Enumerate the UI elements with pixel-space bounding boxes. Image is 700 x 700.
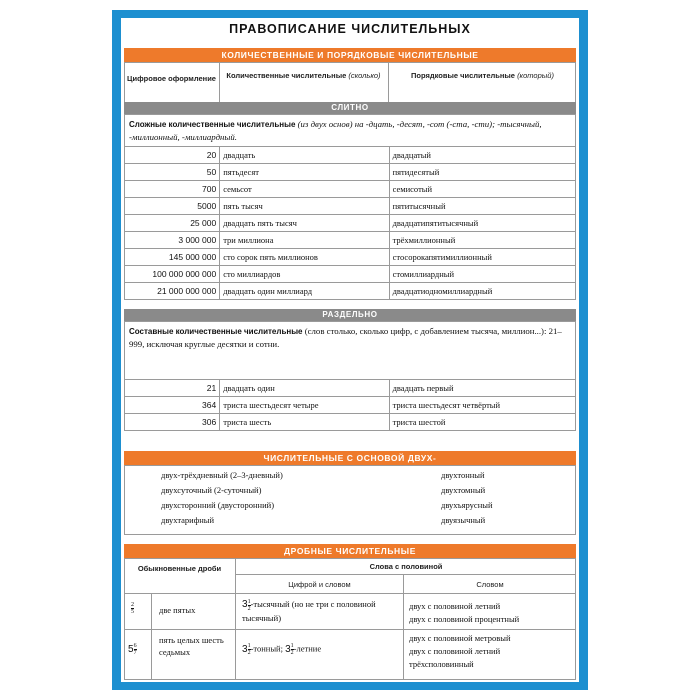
quantitative-cell: сто сорок пять миллионов — [220, 249, 389, 266]
num-cell: 50 — [125, 164, 220, 181]
num-cell: 21 000 000 000 — [125, 283, 220, 300]
header-quantitative-question: (сколько) — [348, 71, 381, 80]
dvuh-right-list — [441, 468, 493, 528]
ordinal-cell: стомиллиардный — [389, 266, 575, 283]
mixed-den: 2 — [247, 605, 251, 612]
table-row — [125, 414, 576, 431]
divider — [236, 574, 576, 575]
quantitative-cell: двадцать один миллиард — [220, 283, 389, 300]
quantitative-cell: триста шесть — [220, 414, 389, 431]
quantitative-cell: двадцать один — [220, 380, 389, 397]
joined-table — [124, 146, 576, 300]
quantitative-cell: семьсот — [220, 181, 389, 198]
mixed-num: 1 — [247, 598, 251, 605]
separate-table — [124, 379, 576, 431]
header-ordinal-label: Порядковые числительные — [411, 71, 515, 80]
ordinal-cell: двадцать первый — [389, 380, 575, 397]
ordinal-cell: двадцатый — [389, 147, 575, 164]
table-row — [125, 181, 576, 198]
frac-num: 2 — [131, 602, 134, 608]
table-row — [125, 397, 576, 414]
ordinal-cell: двадцатиодномиллиардный — [389, 283, 575, 300]
list-item: двух-трёхдневный (2–3-дневный) — [161, 470, 283, 480]
num-cell: 21 — [125, 380, 220, 397]
list-item: двуязычный — [441, 515, 486, 525]
num-cell: 20 — [125, 147, 220, 164]
num-cell: 145 000 000 — [125, 249, 220, 266]
ordinal-cell: семисотый — [389, 181, 575, 198]
half-word: двух с половиной летний — [409, 646, 501, 656]
table-row — [125, 266, 576, 283]
list-item: двухтомный — [441, 485, 486, 495]
half-word: двух с половиной процентный — [409, 614, 520, 624]
divider — [124, 593, 576, 594]
mixed-num: 1 — [290, 643, 294, 649]
header-digit: Цифровое оформление — [127, 74, 216, 83]
label-joined: СЛИТНО — [124, 102, 576, 114]
poster-sheet — [121, 18, 579, 682]
num-cell: 100 000 000 000 — [125, 266, 220, 283]
fraction-words-row2: пять целых шесть седьмых — [159, 635, 224, 657]
rule-joined-bold: Сложные количественные числительные — [129, 120, 296, 129]
list-item: двухтарифный — [161, 515, 215, 525]
half-word: двух с половиной метровый — [409, 633, 511, 643]
quantitative-cell: двадцать — [220, 147, 389, 164]
divider — [151, 593, 152, 679]
mixed-text: -тысячный (но не три с половиной тысячный) — [242, 599, 376, 623]
divider — [235, 558, 236, 679]
half-digits-row1 — [242, 598, 400, 624]
ordinal-cell: пятидесятый — [389, 164, 575, 181]
mixed-den: 2 — [290, 650, 294, 656]
mixed-num: 1 — [247, 643, 251, 649]
ordinal-cell: триста шестьдесят четвёртый — [389, 397, 575, 414]
rule-separate-text: (слов столько, сколько цифр, с добавлением тысяча, миллион...): 21–999, исключая круглые десятки и сотни. — [129, 326, 562, 349]
list-item: двухтонный — [441, 470, 485, 480]
divider — [124, 629, 576, 630]
table-row — [125, 215, 576, 232]
fraction-5-6-7 — [128, 643, 137, 656]
mixed-whole: 3 — [242, 599, 248, 611]
num-cell: 5000 — [125, 198, 220, 215]
fraction-2-5 — [131, 602, 134, 615]
frac-den: 5 — [131, 609, 134, 615]
rule-separate — [129, 325, 569, 350]
header-ordinal-question: (который) — [517, 71, 554, 80]
dvuh-left-list — [161, 468, 283, 528]
num-cell: 306 — [125, 414, 220, 431]
section-band-quantitative-ordinal: КОЛИЧЕСТВЕННЫЕ И ПОРЯДКОВЫЕ ЧИСЛИТЕЛЬНЫЕ — [124, 48, 576, 62]
divider — [219, 62, 220, 102]
mixed-whole: 3 — [242, 644, 248, 655]
mixed-whole: 5 — [128, 644, 134, 655]
rule-separate-bold: Составные количественные числительные — [129, 327, 303, 336]
header-quantitative-label: Количественные числительные — [226, 71, 347, 80]
ordinal-cell: двадцатипятитысячный — [389, 215, 575, 232]
frac-den: 7 — [133, 650, 137, 656]
mixed-den: 2 — [247, 650, 251, 656]
num-cell: 364 — [125, 397, 220, 414]
quantitative-cell: сто миллиардов — [220, 266, 389, 283]
quantitative-cell: пятьдесят — [220, 164, 389, 181]
list-item: двухъярусный — [441, 500, 493, 510]
quantitative-cell: двадцать пять тысяч — [220, 215, 389, 232]
frac-num: 6 — [133, 643, 137, 649]
header-quantitative — [221, 71, 386, 81]
table-row — [125, 249, 576, 266]
mixed-text: -летние — [293, 643, 322, 654]
ordinal-cell: пятитысячный — [389, 198, 575, 215]
header-half-words: Слова с половиной — [369, 562, 443, 571]
ordinal-cell: стосорокапятимиллионный — [389, 249, 575, 266]
mixed-whole: 3 — [285, 644, 291, 655]
half-words-row2 — [409, 632, 511, 671]
quantitative-cell: пять тысяч — [220, 198, 389, 215]
num-cell: 3 000 000 — [125, 232, 220, 249]
header-words: Словом — [476, 580, 504, 589]
divider — [388, 62, 389, 102]
mixed-text: -тонный; — [250, 643, 283, 654]
half-words-row1 — [409, 600, 519, 626]
rule-joined-text: (из двух основ) на -дцать, -десят, -сот (-ста, -сти); -тысячный, -миллионный, -миллиардный. — [129, 119, 542, 142]
label-separate: РАЗДЕЛЬНО — [124, 309, 576, 321]
section-band-dvuh: ЧИСЛИТЕЛЬНЫЕ С ОСНОВОЙ ДВУХ- — [124, 451, 576, 465]
list-item: двухсуточный (2-суточный) — [161, 485, 262, 495]
half-word: двух с половиной летний — [409, 601, 501, 611]
fraction-words-row1: две пятых — [159, 605, 196, 615]
header-digits-words: Цифрой и словом — [288, 580, 351, 589]
quantitative-cell: триста шестьдесят четыре — [220, 397, 389, 414]
table-row — [125, 164, 576, 181]
half-digits-row2 — [242, 643, 321, 656]
table-row — [125, 380, 576, 397]
rule-joined — [129, 118, 569, 143]
poster-frame — [112, 10, 588, 690]
table-row — [125, 232, 576, 249]
half-word: трёхсполовинный — [409, 659, 474, 669]
table-row — [125, 198, 576, 215]
num-cell: 25 000 — [125, 215, 220, 232]
section-band-fractions: ДРОБНЫЕ ЧИСЛИТЕЛЬНЫЕ — [124, 544, 576, 558]
table-row — [125, 283, 576, 300]
ordinal-cell: триста шестой — [389, 414, 575, 431]
num-cell: 700 — [125, 181, 220, 198]
quantitative-cell: три миллиона — [220, 232, 389, 249]
list-item: двухсторонний (двусторонний) — [161, 500, 275, 510]
ordinal-cell: трёхмиллионный — [389, 232, 575, 249]
table-row — [125, 147, 576, 164]
header-ordinal — [391, 71, 574, 81]
header-common-fractions: Обыкновенные дроби — [137, 564, 222, 573]
page-title: ПРАВОПИСАНИЕ ЧИСЛИТЕЛЬНЫХ — [229, 22, 471, 36]
